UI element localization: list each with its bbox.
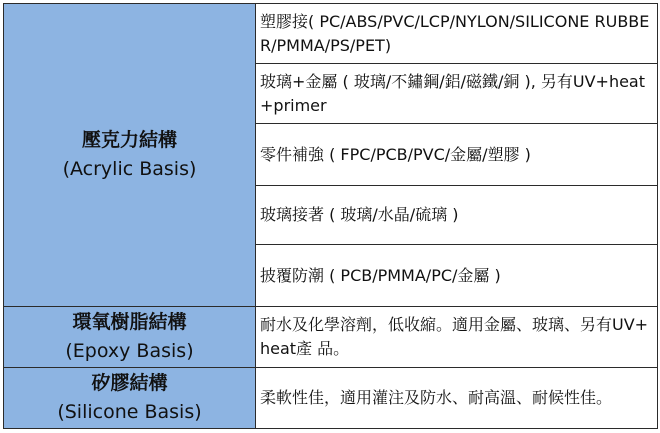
application-cell: 玻璃接著 ( 玻璃/水晶/硫璃 ) <box>256 186 658 245</box>
application-cell: 塑膠接( PC/ABS/PVC/LCP/NYLON/SILICONE RUBBER/PMMA/PS/PET) <box>256 4 658 64</box>
category-name-en: (Silicone Basis) <box>57 401 202 423</box>
category-cell-silicone <box>4 368 256 429</box>
application-cell: 柔軟性佳，適用灌注及防水、耐高溫、耐候性佳。 <box>256 368 658 429</box>
category-name-en: (Acrylic Basis) <box>62 158 197 180</box>
table-row <box>4 307 658 368</box>
category-name-zh: 矽膠結構 <box>91 372 168 394</box>
category-name-zh: 壓克力結構 <box>81 129 177 151</box>
application-cell: 披覆防潮 ( PCB/PMMA/PC/金屬 ) <box>256 245 658 307</box>
application-cell: 零件補強 ( FPC/PCB/PVC/金屬/塑膠 ) <box>256 124 658 186</box>
table-row <box>4 368 658 429</box>
category-name-zh: 環氧樹脂結構 <box>72 311 187 333</box>
category-cell-epoxy <box>4 307 256 368</box>
application-cell: 玻璃+金屬 ( 玻璃/不鏽鋼/鋁/磁鐵/銅 ), 另有UV+heat+primer <box>256 64 658 124</box>
application-cell: 耐水及化學溶劑，低收縮。適用金屬、玻璃、另有UV+heat產 品。 <box>256 307 658 368</box>
adhesive-table <box>3 3 658 429</box>
table-row <box>4 4 658 64</box>
category-cell-acrylic <box>4 4 256 307</box>
category-name-en: (Epoxy Basis) <box>65 340 194 362</box>
